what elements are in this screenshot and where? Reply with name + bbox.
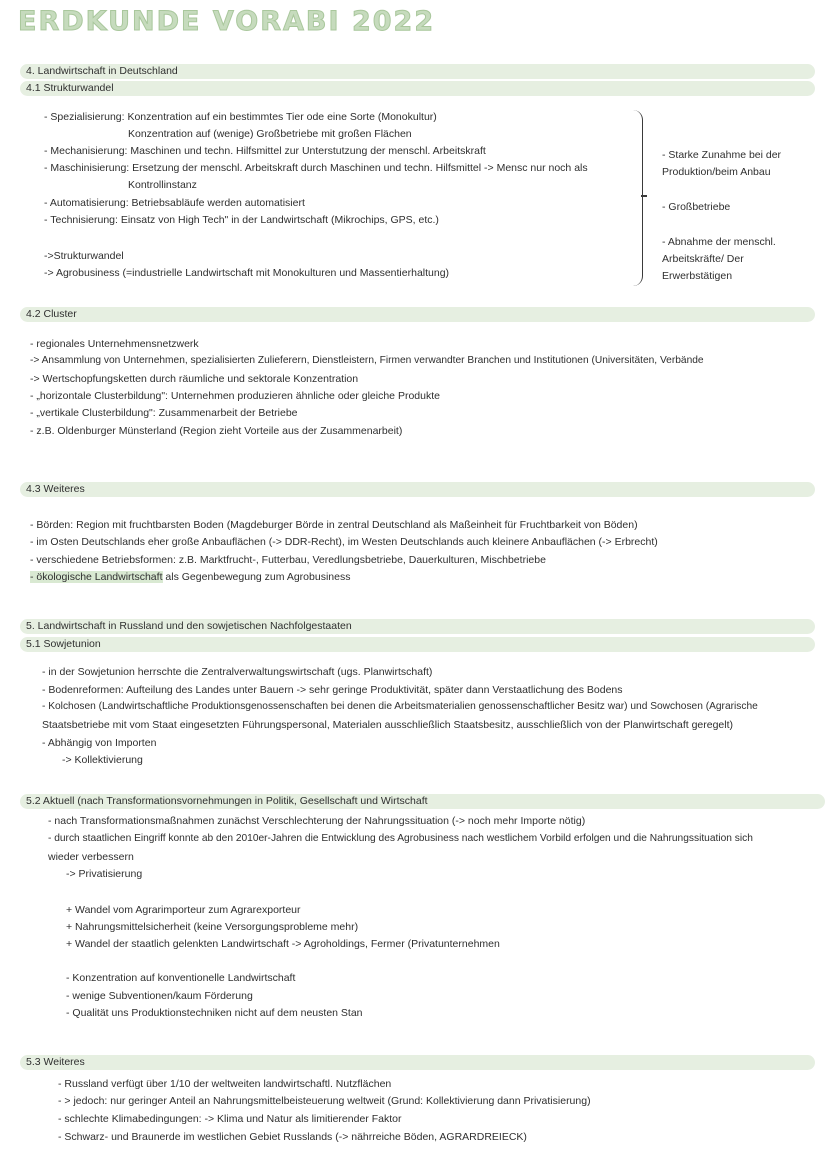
- text-line: - Technisierung: Einsatz von High Tech" in der Landwirtschaft (Mikrochips, GPS, etc.): [44, 214, 439, 226]
- text-line: + Wandel vom Agrarimporteur zum Agrarexporteur: [66, 904, 301, 916]
- text-line: -> Privatisierung: [66, 868, 143, 880]
- subsection-heading: 4.3 Weiteres: [26, 483, 85, 495]
- text-line: -> Agrobusiness (=industrielle Landwirtschaft mit Monokulturen und Massentierhaltung): [44, 267, 450, 279]
- text-line: - > jedoch: nur geringer Anteil an Nahrungsmittelbeisteuerung weltweit (Grund: Kollektivierung dann Privatisierung): [58, 1095, 591, 1107]
- text-line: - Schwarz- und Braunerde im westlichen Gebiet Russlands (-> nährreiche Böden, AGRARDREIECK): [58, 1131, 527, 1143]
- text-line: - z.B. Oldenburger Münsterland (Region zieht Vorteile aus der Zusammenarbeit): [30, 425, 403, 437]
- subsection-heading: 4.2 Cluster: [26, 308, 77, 320]
- side-note: Arbeitskräfte/ Der: [662, 253, 744, 265]
- subsection-heading: 4.1 Strukturwandel: [26, 82, 114, 94]
- subsection-band: [20, 482, 815, 497]
- text-line: - „vertikale Clusterbildung": Zusammenarbeit der Betriebe: [30, 407, 298, 419]
- subsection-band: [20, 1055, 815, 1070]
- subsection-heading: 5.2 Aktuell (nach Transformationsvornehmungen in Politik, Gesellschaft und Wirtschaft: [26, 795, 428, 807]
- text-line: - Automatisierung: Betriebsabläufe werden automatisiert: [44, 197, 305, 209]
- subsection-band: [20, 307, 815, 322]
- text-line: ->Strukturwandel: [44, 250, 124, 262]
- text-line: -> Ansammlung von Unternehmen, spezialisierten Zulieferern, Dienstleistern, Firmen verwandter Branchen und Institutionen (Universitäten, Verbände: [30, 355, 704, 366]
- side-note: - Abnahme der menschl.: [662, 236, 776, 248]
- text-line: - Konzentration auf konventionelle Landwirtschaft: [66, 972, 296, 984]
- text-line: wieder verbessern: [48, 851, 134, 863]
- subsection-band: [20, 81, 815, 96]
- text-line: - Qualität uns Produktionstechniken nicht auf dem neusten Stan: [66, 1007, 363, 1019]
- text-line-rest: als Gegenbewegung zum Agrobusiness: [162, 571, 351, 583]
- text-line: - verschiedene Betriebsformen: z.B. Marktfrucht-, Futterbau, Veredlungsbetriebe, Dauerkulturen, Mischbetriebe: [30, 554, 546, 566]
- side-note: Produktion/beim Anbau: [662, 166, 771, 178]
- subsection-band: [20, 637, 815, 652]
- text-line: Kontrollinstanz: [128, 179, 197, 191]
- text-line: - Spezialisierung: Konzentration auf ein bestimmtes Tier ode eine Sorte (Monokultur): [44, 111, 437, 123]
- side-note: - Starke Zunahme bei der: [662, 149, 782, 161]
- text-line: - „horizontale Clusterbildung": Unternehmen produzieren ähnliche oder gleiche Produkte: [30, 390, 440, 402]
- text-line: - nach Transformationsmaßnahmen zunächst Verschlechterung der Nahrungssituation (-> noch mehr Importe nötig): [48, 815, 586, 827]
- text-line: - Kolchosen (Landwirtschaftliche Produktionsgenossenschaften bei denen die Arbeitsmaterialien genossenschaftlicher Besitz war) und Sowchosen (Agrarische: [42, 701, 758, 712]
- text-line: - im Osten Deutschlands eher große Anbauflächen (-> DDR-Recht), im Westen Deutschlands auch kleinere Anbauflächen (-> Erbrecht): [30, 536, 658, 548]
- text-line: - Mechanisierung: Maschinen und techn. Hilfsmittel zur Unterstutzung der menschl. Arbeitskraft: [44, 145, 486, 157]
- text-line: -> Wertschopfungsketten durch räumliche und sektorale Konzentration: [30, 373, 359, 385]
- text-line: - Abhängig von Importen: [42, 737, 157, 749]
- text-line: - in der Sowjetunion herrschte die Zentralverwaltungswirtschaft (ugs. Planwirtschaft): [42, 666, 433, 678]
- text-line: Konzentration auf (wenige) Großbetriebe mit großen Flächen: [128, 128, 412, 140]
- text-line: - Bodenreformen: Aufteilung des Landes unter Bauern -> sehr geringe Produktivität, später dann Verstaatlichung des Bodens: [42, 684, 623, 696]
- text-line: + Nahrungsmittelsicherheit (keine Versorgungsprobleme mehr): [66, 921, 359, 933]
- text-line: - Maschinisierung: Ersetzung der menschl. Arbeitskraft durch Maschinen und techn. Hilfsmittel -> Mensc nur noch als: [44, 162, 588, 174]
- text-line: [30, 570, 350, 584]
- text-line: - wenige Subventionen/kaum Förderung: [66, 990, 253, 1002]
- text-line: - Börden: Region mit fruchtbarsten Boden (Magdeburger Börde in zentral Deutschland als Maßeinheit für Fruchtbarkeit von Böden): [30, 519, 638, 531]
- section-heading: 5. Landwirtschaft in Russland und den sowjetischen Nachfolgestaaten: [26, 620, 352, 632]
- text-line: - schlechte Klimabedingungen: -> Klima und Natur als limitierender Faktor: [58, 1113, 402, 1125]
- page-title: ERDKUNDE VORABI 2022: [18, 6, 436, 37]
- text-line: Staatsbetriebe mit vom Staat eingesetzten Führungspersonal, Materialen ausschließlich Staatsbesitz, ausschließlich von der Planwirtschaft geregelt): [42, 719, 734, 731]
- subsection-heading: 5.1 Sowjetunion: [26, 638, 101, 650]
- text-line: -> Kollektivierung: [62, 754, 143, 766]
- curly-brace-tip: [641, 195, 647, 197]
- side-note: Erwerbstätigen: [662, 270, 733, 282]
- curly-brace: [632, 110, 643, 286]
- text-line: + Wandel der staatlich gelenkten Landwirtschaft -> Agroholdings, Fermer (Privatunternehmen: [66, 938, 500, 950]
- text-line: - regionales Unternehmensnetzwerk: [30, 338, 199, 350]
- section-heading: 4. Landwirtschaft in Deutschland: [26, 65, 178, 77]
- text-line: - durch staatlichen Eingriff konnte ab den 2010er-Jahren die Entwicklung des Agrobusiness nach westlichem Vorbild erfolgen und die Nahrungssituation sich: [48, 833, 753, 844]
- text-line: - Russland verfügt über 1/10 der weltweiten landwirtschaftl. Nutzflächen: [58, 1078, 392, 1090]
- subsection-heading: 5.3 Weiteres: [26, 1056, 85, 1068]
- side-note: - Großbetriebe: [662, 201, 731, 213]
- highlighted-text: - ökologische Landwirtschaft: [30, 571, 163, 583]
